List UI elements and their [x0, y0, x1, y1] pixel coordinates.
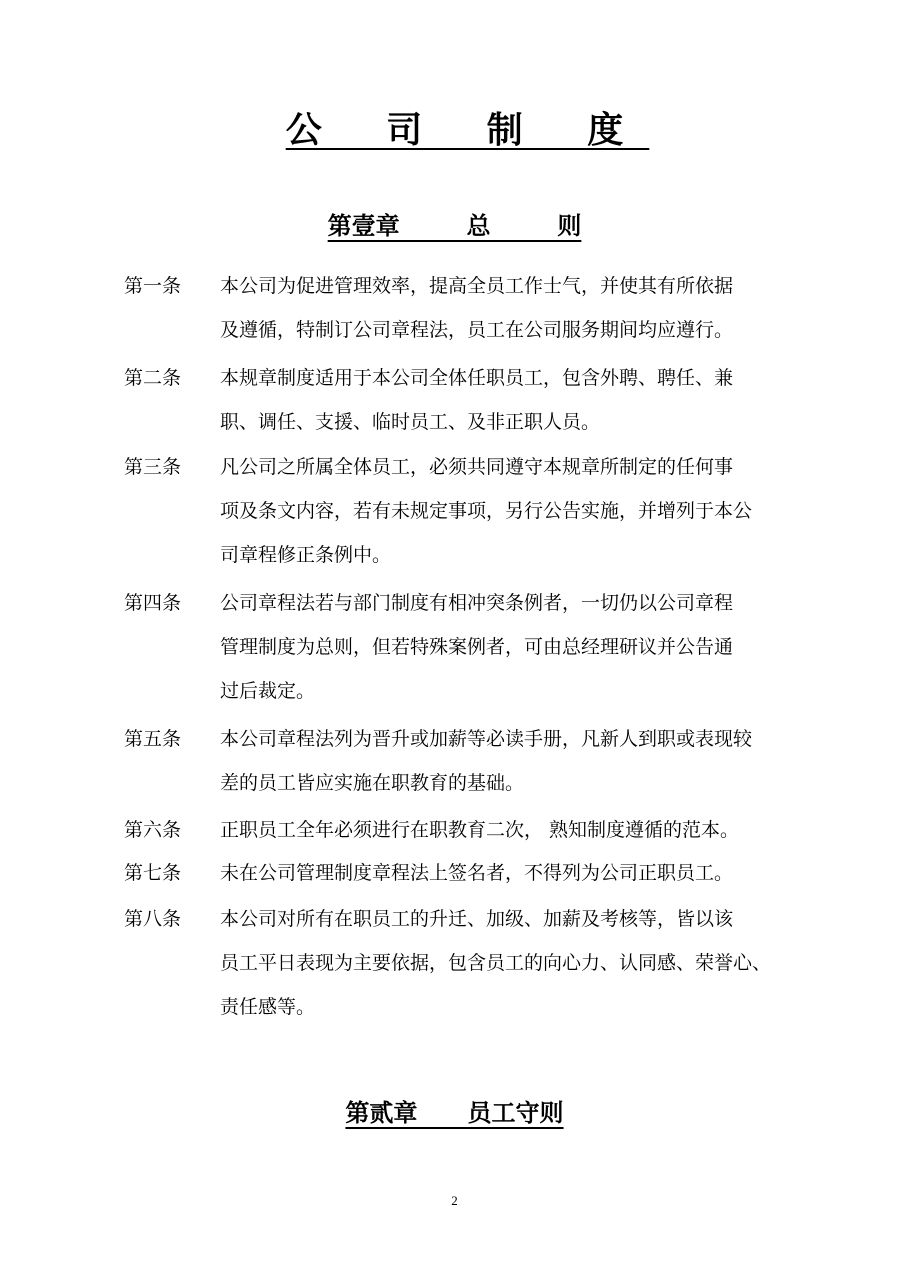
- article-3-line-1: 凡公司之所属全体员工，必须共同遵守本规章所制定的任何事: [220, 456, 734, 478]
- article-4-text: [220, 588, 820, 720]
- article-1-line-1: 本公司为促进管理效率，提高全员工作士气，并使其有所依据: [220, 275, 734, 297]
- chapter-1-heading-text: 第壹章 总 则: [327, 211, 582, 240]
- article-7-line-1: 未在公司管理制度章程法上签名者，不得列为公司正职员工。: [220, 862, 734, 884]
- chapter-2-heading: [0, 1097, 909, 1129]
- chapter-2-heading-text: 第贰章 员工守则: [345, 1098, 564, 1127]
- page-title: [0, 108, 909, 152]
- article-4-label: 第四条: [124, 592, 182, 614]
- article-3-line-3: 司章程修正条例中。: [220, 544, 392, 566]
- article-8-line-1: 本公司对所有在职员工的升迁、加级、加薪及考核等，皆以该: [220, 908, 734, 930]
- article-1-text: [220, 271, 820, 359]
- article-4-line-1: 公司章程法若与部门制度有相冲突条例者，一切仍以公司章程: [220, 592, 734, 614]
- article-3-line-2: 项及条文内容，若有未规定事项，另行公告实施，并增列于本公: [220, 500, 753, 522]
- article-5-line-1: 本公司章程法列为晋升或加薪等必读手册，凡新人到职或表现较: [220, 728, 753, 750]
- article-5-line-2: 差的员工皆应实施在职教育的基础。: [220, 772, 525, 794]
- article-2-line-2: 职、调任、支援、临时员工、及非正职人员。: [220, 411, 601, 433]
- article-8-label: 第八条: [124, 908, 182, 930]
- article-6-text: [220, 815, 820, 859]
- article-2-label: 第二条: [124, 367, 182, 389]
- chapter-1-heading: [0, 210, 909, 242]
- article-5-text: [220, 724, 820, 812]
- article-8-line-2: 员工平日表现为主要依据，包含员工的向心力、认同感、荣誉心、: [220, 952, 772, 974]
- page-title-text: 公 司 制 度: [285, 109, 650, 151]
- article-2-text: [220, 363, 820, 451]
- article-7-text: [220, 858, 820, 902]
- article-4-line-2: 管理制度为总则，但若特殊案例者，可由总经理研议并公告通: [220, 636, 734, 658]
- article-4-line-3: 过后裁定。: [220, 680, 316, 702]
- article-6-line-1: 正职员工全年必须进行在职教育二次， 熟知制度遵循的范本。: [220, 819, 740, 841]
- page-number: 2: [451, 1193, 458, 1208]
- article-8-text: [220, 904, 820, 1036]
- article-8-line-3: 责任感等。: [220, 996, 316, 1018]
- article-7-label: 第七条: [124, 862, 182, 884]
- article-5-label: 第五条: [124, 728, 182, 750]
- article-3-label: 第三条: [124, 456, 182, 478]
- article-6-label: 第六条: [124, 819, 182, 841]
- article-3-text: [220, 452, 820, 584]
- article-1-label: 第一条: [124, 275, 182, 297]
- article-1-line-2: 及遵循，特制订公司章程法，员工在公司服务期间均应遵行。: [220, 319, 734, 341]
- article-2-line-1: 本规章制度适用于本公司全体任职员工，包含外聘、聘任、兼: [220, 367, 734, 389]
